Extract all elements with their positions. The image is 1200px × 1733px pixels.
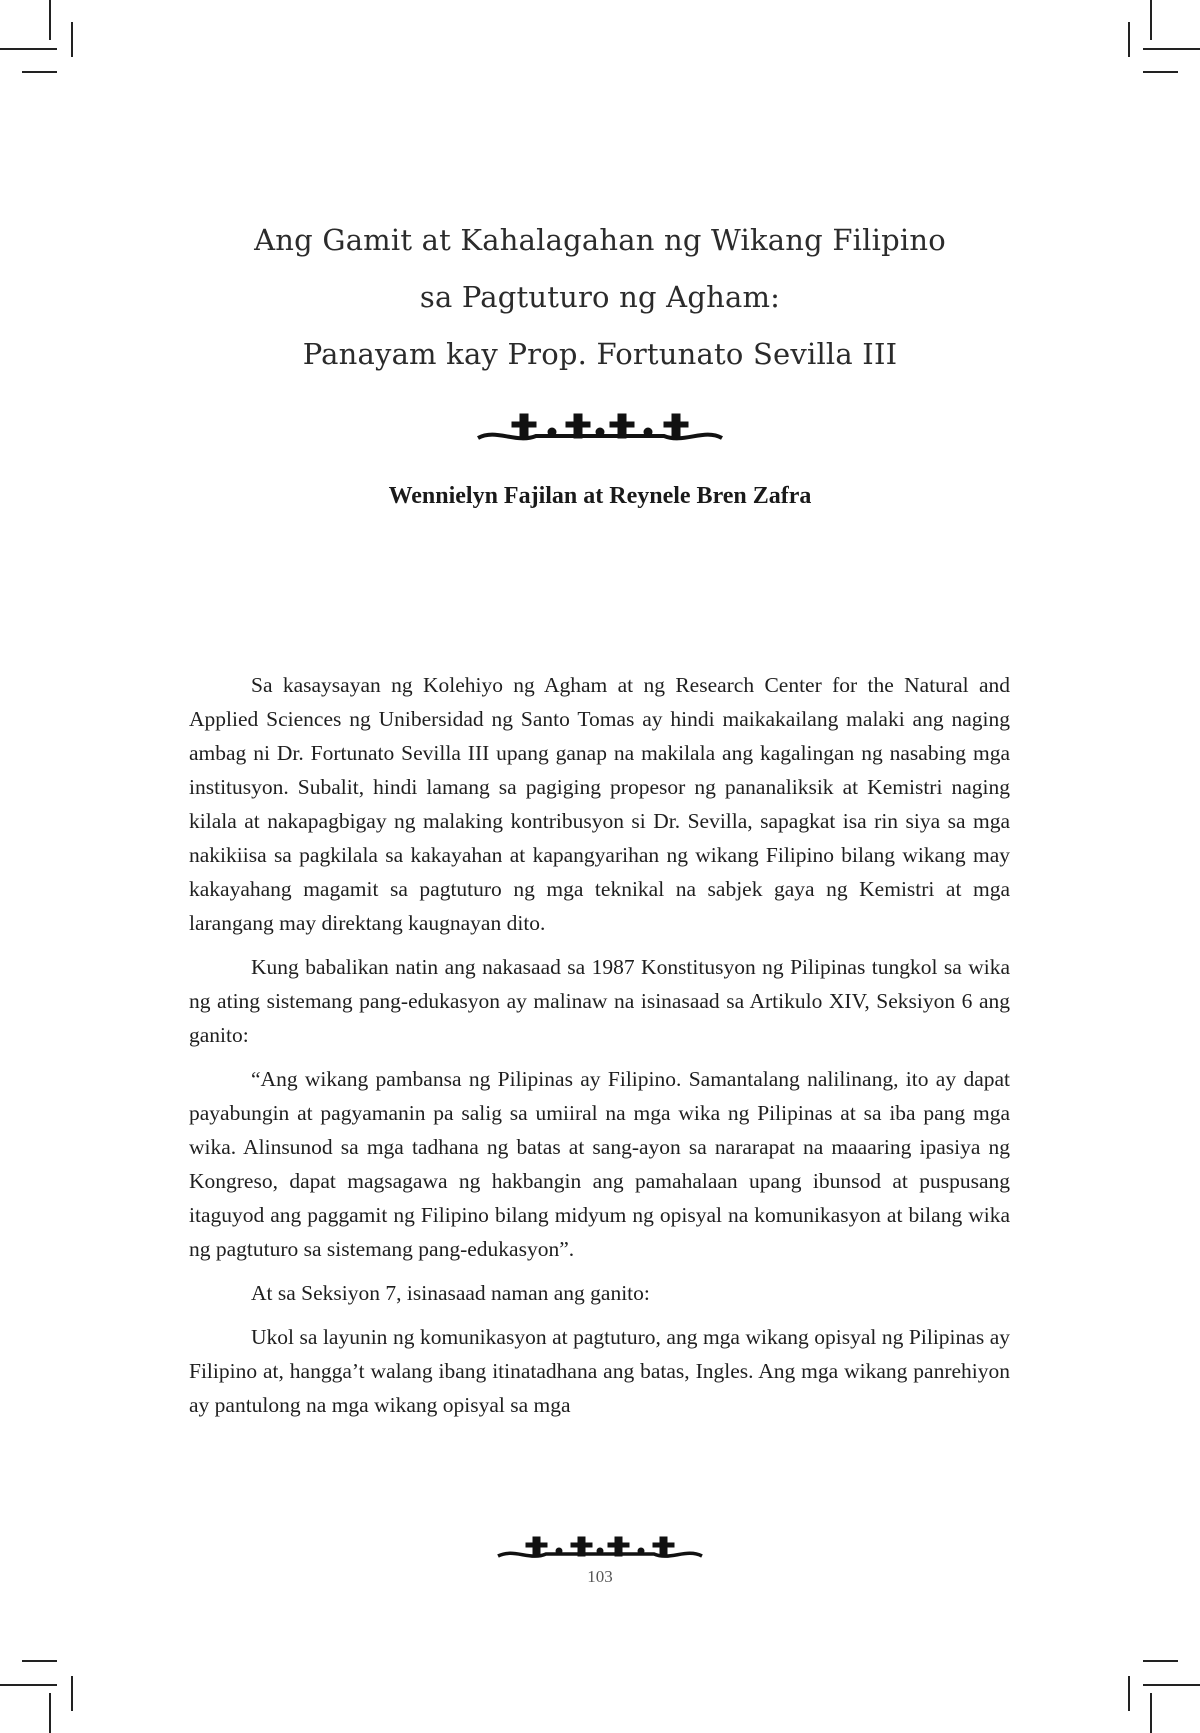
crop-mark — [22, 1660, 57, 1662]
crop-mark — [1143, 1684, 1200, 1686]
paragraph: Kung babalikan natin ang nakasaad sa 1987 Konstitusyon ng Pilipinas tungkol sa wika ng ating sistemang pang-edukasyon ay malinaw na isinasaad sa Artikulo XIV, Seksiyon 6 ang ganito: — [189, 955, 1010, 1047]
crop-mark — [49, 0, 51, 40]
crop-mark — [0, 48, 57, 50]
crop-mark — [1150, 0, 1152, 40]
crop-mark — [1143, 1660, 1178, 1662]
decorative-flourish-icon — [496, 1534, 704, 1566]
block-quote: “Ang wikang pambansa ng Pilipinas ay Filipino. Samantalang nalilinang, ito ay dapat payabungin at pagyamanin pa salig sa umiiral na mga wika ng Pilipinas at sa iba pang mga wika. Alinsunod sa mga tadhana ng batas at sang-ayon sa nararapat na maaaring ipasiya ng Kongreso, dapat magsagawa ng hakbangin ang pamahalaan upang ibunsod at puspusang itaguyod ang paggamit ng Filipino bilang midyum ng opisyal na komunikasyon at bilang wika ng pagtuturo sa sistemang pang-edukasyon”. — [189, 1067, 1010, 1261]
crop-mark — [22, 71, 57, 73]
article-title — [0, 212, 1200, 383]
authors: Wennielyn Fajilan at Reynele Bren Zafra — [388, 483, 812, 509]
article-body — [189, 668, 1010, 1432]
crop-mark — [0, 1684, 57, 1686]
paragraph: Sa kasaysayan ng Kolehiyo ng Agham at ng Research Center for the Natural and Applied Sciences ng Unibersidad ng Santo Tomas ay hindi maikakailang malaki ang naging ambag ni Dr. Fortunato Sevilla III upang ganap na makilala ang kagalingan ng nasabing mga institusyon. Subalit, hindi lamang sa pagiging propesor ng pananaliksik at Kemistri naging kilala at nakapagbigay ng malaking kontribusyon si Dr. Sevilla, sapagkat isa rin siya sa mga nakikiisa sa pagkilala sa kakayahan at kapangyarihan ng wikang Filipino bilang wikang may kakayahang magamit sa pagtuturo ng mga teknikal na sabjek gaya ng Kemistri at mga larangang may direktang kaugnayan dito. — [189, 673, 1010, 935]
title-line-2: sa Pagtuturo ng Agham: — [419, 280, 781, 314]
paragraph: At sa Seksiyon 7, isinasaad naman ang ganito: — [251, 1281, 650, 1305]
paragraph: Ukol sa layunin ng komunikasyon at pagtuturo, ang mga wikang opisyal ng Pilipinas ay Filipino at, hangga’t walang ibang itinatadhana ang batas, Ingles. Ang mga wikang panrehiyon ay pantulong na mga wikang opisyal sa mga — [189, 1325, 1010, 1417]
crop-mark — [1128, 22, 1130, 57]
title-line-1: Ang Gamit at Kahalagahan ng Wikang Filipino — [254, 223, 946, 257]
crop-mark — [71, 1676, 73, 1711]
decorative-flourish-icon — [476, 410, 724, 450]
page-number: 103 — [587, 1567, 613, 1586]
crop-mark — [1150, 1693, 1152, 1733]
crop-mark — [71, 22, 73, 57]
crop-mark — [1128, 1676, 1130, 1711]
crop-mark — [1143, 48, 1200, 50]
crop-mark — [49, 1693, 51, 1733]
crop-mark — [1143, 71, 1178, 73]
title-line-3: Panayam kay Prop. Fortunato Sevilla III — [302, 337, 898, 371]
